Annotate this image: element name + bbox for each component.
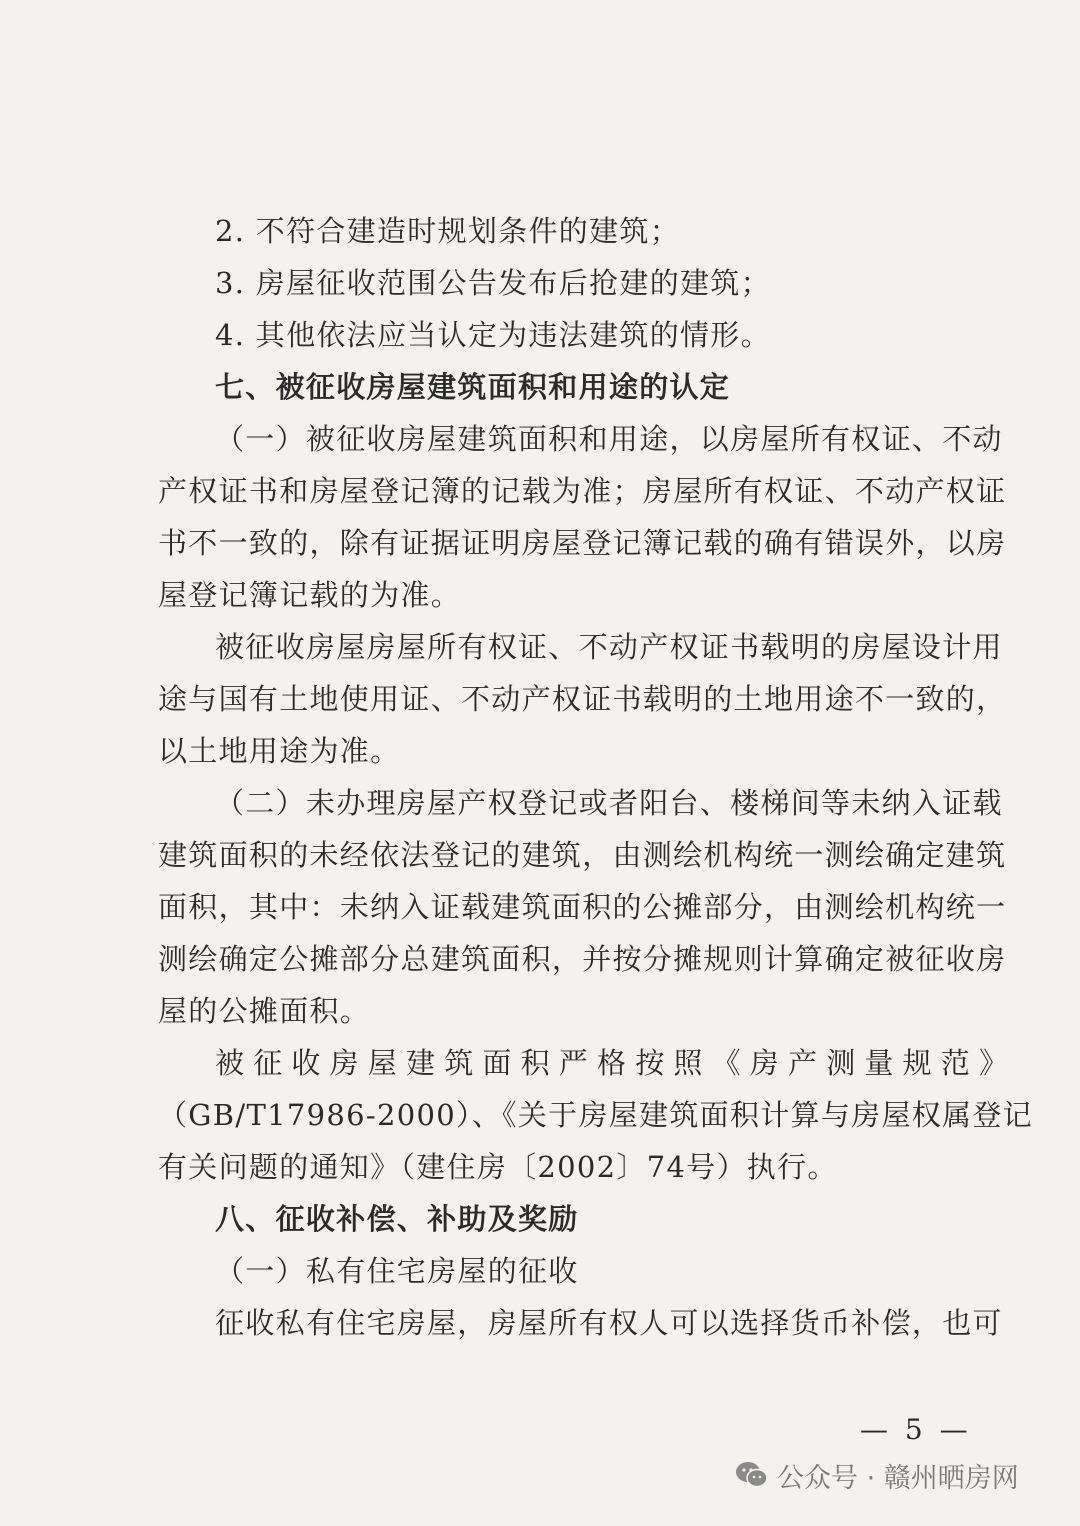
paragraph-line: 有关问题的通知》（建住房〔2002〕74号）执行。 xyxy=(158,1150,838,1184)
paragraph-line: 征收私有住宅房屋，房屋所有权人可以选择货币补偿，也可 xyxy=(215,1306,1003,1340)
paragraph-line: 书不一致的，除有证据证明房屋登记簿记载的确有错误外，以房 xyxy=(158,526,1007,560)
paragraph-line: 以土地用途为准。 xyxy=(158,734,401,768)
list-item-3: 3. 房屋征收范围公告发布后抢建的建筑； xyxy=(215,266,771,300)
list-item-2: 2. 不符合建造时规划条件的建筑； xyxy=(215,214,680,248)
section-heading-8: 八、征收补偿、补助及奖励 xyxy=(215,1202,579,1236)
document-body xyxy=(158,205,1033,1349)
paragraph-line: （二）未办理房屋产权登记或者阳台、楼梯间等未纳入证载 xyxy=(215,786,1003,820)
page-number: — 5 — xyxy=(860,1413,972,1446)
paragraph-line: 屋登记簿记载的为准。 xyxy=(158,578,462,612)
paragraph-line: （一）被征收房屋建筑面积和用途，以房屋所有权证、不动 xyxy=(215,422,1003,456)
list-item-4: 4. 其他依法应当认定为违法建筑的情形。 xyxy=(215,318,771,352)
paragraph-line: 建筑面积的未经依法登记的建筑，由测绘机构统一测绘确定建筑 xyxy=(158,838,1007,872)
paragraph-line: 被征收房屋房屋所有权证、不动产权证书载明的房屋设计用 xyxy=(215,630,1003,664)
wechat-icon xyxy=(735,1461,769,1489)
subsection-heading: （一）私有住宅房屋的征收 xyxy=(215,1254,579,1288)
paragraph-line: 屋的公摊面积。 xyxy=(158,994,371,1028)
paragraph-line: 测绘确定公摊部分总建筑面积，并按分摊规则计算确定被征收房 xyxy=(158,942,1007,976)
watermark-text: 公众号 · 赣州晒房网 xyxy=(777,1462,1019,1494)
paragraph-line: 面积，其中：未纳入证载建筑面积的公摊部分，由测绘机构统一 xyxy=(158,890,1007,924)
section-heading-7: 七、被征收房屋建筑面积和用途的认定 xyxy=(215,370,731,404)
paragraph-line: 途与国有土地使用证、不动产权证书载明的土地用途不一致的， xyxy=(158,682,1007,716)
paragraph-line: 被征收房屋建筑面积严格按照《房产测量规范》 xyxy=(215,1046,1018,1080)
paragraph-line: 产权证书和房屋登记簿的记载为准；房屋所有权证、不动产权证 xyxy=(158,474,1007,508)
watermark xyxy=(735,1455,1019,1495)
paragraph-line: （GB/T17986-2000）、《关于房屋建筑面积计算与房屋权属登记 xyxy=(158,1098,1033,1132)
